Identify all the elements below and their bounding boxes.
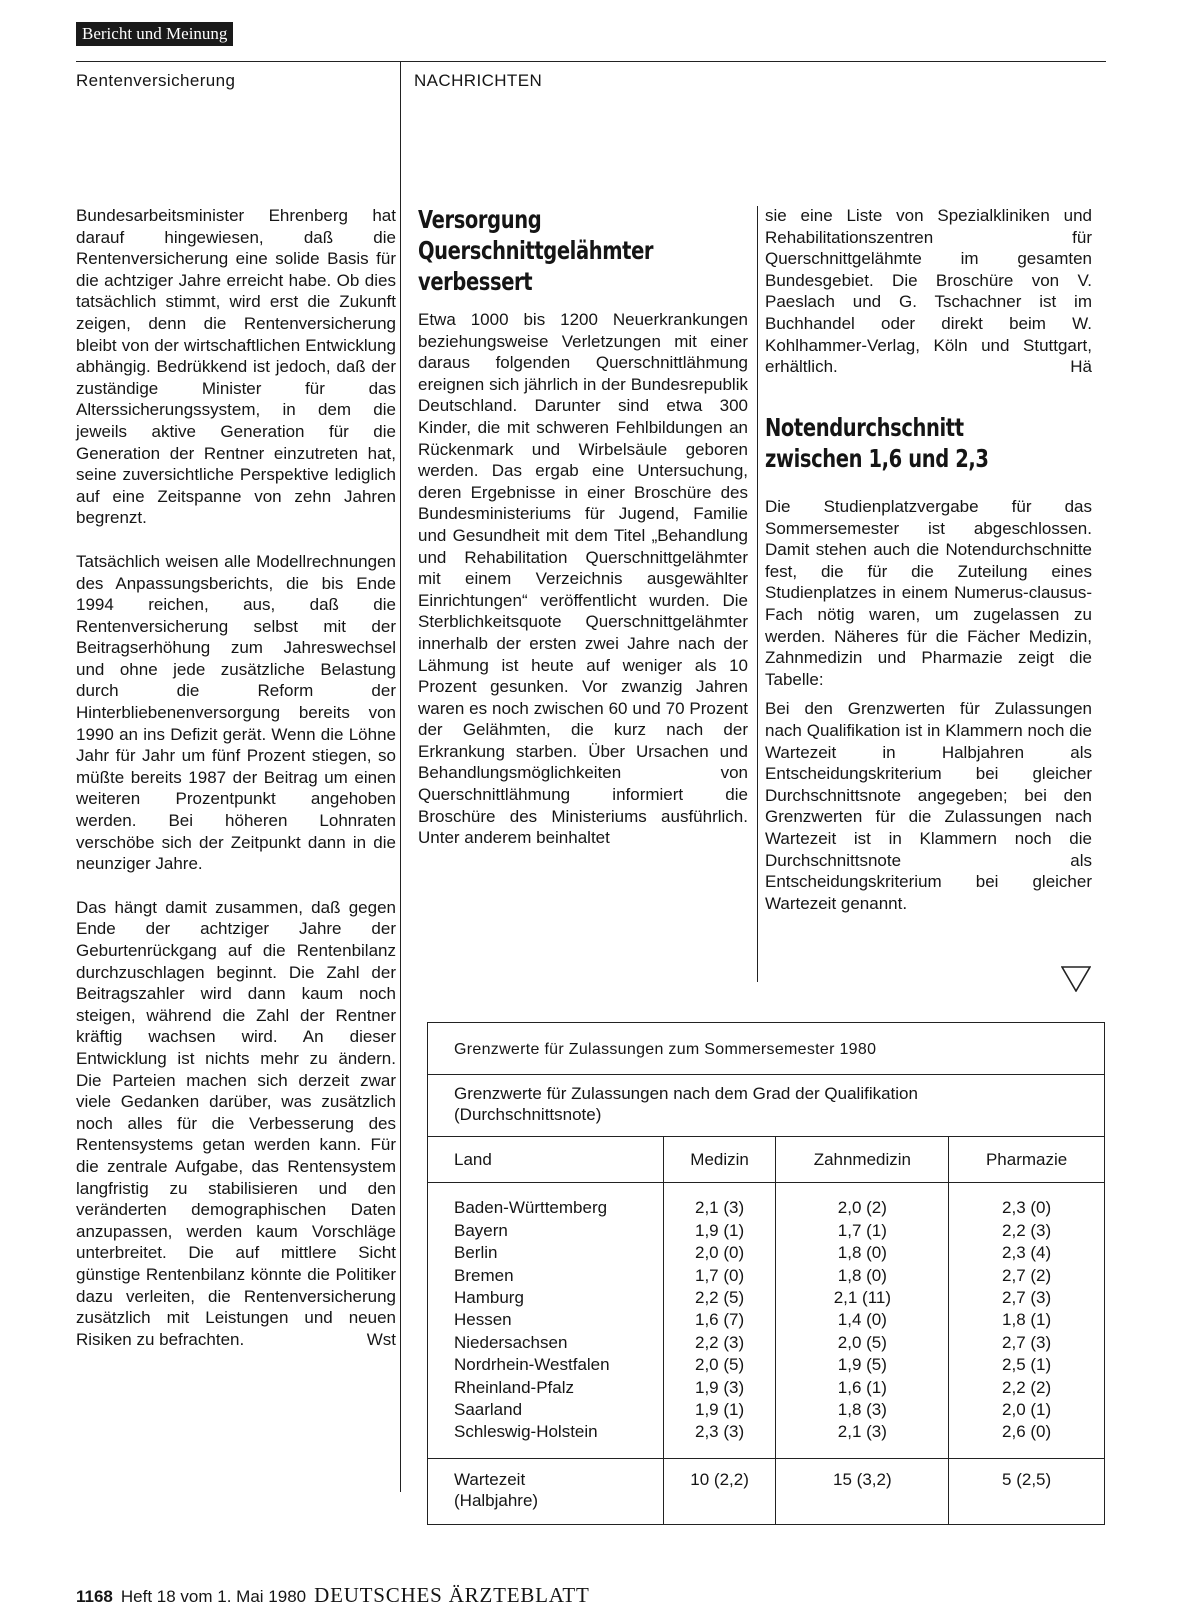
table-cell: Hamburg [454,1287,524,1307]
column-header-land: Land [428,1136,664,1183]
table-cell: 2,3 (4) [1002,1243,1052,1263]
grenzwerte-table [427,1022,1105,1525]
article-versorgung [418,204,748,297]
land-column [428,1183,664,1458]
table-cell: 1,7 (1) [837,1220,887,1240]
table-cell: Berlin [454,1243,498,1263]
table-cell: Nordrhein-Westfalen [454,1355,610,1375]
table-cell: Hessen [454,1310,512,1330]
table-cell: 2,2 (2) [1002,1377,1052,1397]
continuation-triangle-icon [1061,966,1091,992]
table-cell: 1,8 (3) [837,1399,887,1419]
table-cell: Bayern [454,1220,508,1240]
article-notendurchschnitt [765,412,1095,474]
table-title: Grenzwerte für Zulassungen zum Sommersemester 1980 [428,1023,1105,1075]
signature-wst: Wst [366,1329,396,1349]
table-cell: 1,8 (1) [1002,1310,1052,1330]
table-cell: 1,9 (1) [695,1220,745,1240]
wartezeit-label [428,1458,664,1524]
table-cell: 1,9 (1) [695,1399,745,1419]
column-header-medizin: Medizin [663,1136,776,1183]
table-cell: 2,7 (2) [1002,1265,1052,1285]
table-cell: Saarland [454,1399,523,1419]
table-row-wartezeit [428,1458,1105,1524]
table-cell: 2,2 (5) [695,1287,745,1307]
zahnmedizin-column [776,1183,949,1458]
headline-line: verbessert [418,267,533,296]
wartezeit-label-line: (Halbjahre) [454,1491,539,1511]
left-paragraph-3-text: Das hängt damit zusammen, daß gegen Ende der achtziger Jahre der Geburtenrückgang auf die Rentenbilanz durchzuschlagen beginnt. Die Zahl der Beitragszahler wird dann kaum noch steigen, während die Zahl der Rentner kräftig wachsen wird. An dieser Entwicklung ist nichts mehr zu ändern. Die Parteien machen sich derzeit zwar viele Gedanken darüber, was zusätzlich noch alles für die Verbesserung des Rentensystems getan werden kann. Für die zentrale Aufgabe, das Rentensystem langfristig zu stabilisieren und den veränderten demographischen Daten anzupassen, werden kaum Vorschläge unterbreitet. Die auf mittlere Sicht günstige Rentenbilanz könnte die Politiker dazu verleiten, die Rentenversicherung zusätzlich mit Leistungen und neuen Risiken zu befrachten. [76,897,396,1349]
table-cell: Rheinland-Pfalz [454,1377,575,1397]
headline-line: Versorgung [418,205,542,234]
table-subtitle-line: (Durchschnittsnote) [454,1105,602,1125]
wartezeit-medizin: 10 (2,2) [663,1458,776,1524]
column-divider-right [757,206,758,982]
table-cell: 1,7 (0) [695,1265,745,1285]
left-paragraph-3 [76,897,396,1350]
table-cell: 2,2 (3) [695,1332,745,1352]
headline-line: Querschnittgelähmter [418,236,654,265]
table-cell: 1,8 (0) [837,1243,887,1263]
left-paragraph-1: Bundesarbeitsminister Ehrenberg hat darauf hingewiesen, daß die Rentenversicherung eine solide Basis für die achtziger Jahre erreicht habe. Ob dies tatsächlich stimmt, wird erst die Zukunft zeigen, denn die Rentenversicherung bleibt von der wirtschaftlichen Entwicklung abhängig. Bedrükkend ist jedoch, daß der zuständige Minister für das Alterssicherungssystem, in dem die jeweils aktive Generation für die Generation der Rentner einzutreten hat, seine zuversichtliche Perspektive lediglich auf eine Zeitspanne von zehn Jahren begrenzt. [76,206,396,528]
article-versorgung-body: Etwa 1000 bis 1200 Neuerkrankungen beziehungsweise Verletzungen mit einer daraus folgenden Querschnittlähmung ereignen sich jährlich in der Bundesrepublik Deutschland. Darunter sind etwa 300 Kinder, die mit schweren Fehlbildungen an Rückenmark und Wirbelsäule geboren werden. Das ergab eine Untersuchung, deren Ergebnisse in einer Broschüre des Bundesministeriums für Jugend, Familie und Gesundheit mit dem Titel „Behandlung und Rehabilitation Querschnittgelähmter mit einem Verzeichnis ausgewählter Einrichtungen“ veröffentlicht wurden. Die Sterblichkeitsquote Querschnittgelähmter innerhalb der ersten zwei Jahre nach der Lähmung ist heute auf weniger als 10 Prozent gesunken. Vor zwanzig Jahren waren es noch zwischen 60 und 70 Prozent der Gelähmten, die kurz nach der Erkrankung starben. Über Ursachen und Behandlungsmöglichkeiten von Querschnittlähmung informiert die Broschüre des Ministeriums ausführlich. Unter anderem beinhaltet [418,310,748,848]
magazine-name: DEUTSCHES ÄRZTEBLATT [314,1583,590,1607]
article2-paragraph-1: Die Studienplatzvergabe für das Sommersemester ist abgeschlossen. Damit stehen auch die Notendurchschnitte fest, die für die Zuteilung eines Studienplatzes in einem Numerus-clausus-Fach nötig waren, um zugelassen zu werden. Näheres für die Fächer Medizin, Zahnmedizin und Pharmazie zeigt die Tabelle: [765,497,1092,689]
wartezeit-label-line: Wartezeit [454,1469,526,1489]
table-cell: 1,6 (7) [695,1310,745,1330]
continuation-text: sie eine Liste von Spezialkliniken und Rehabilitationszentren für Querschnittgelähmte im gesamten Bundesgebiet. Die Broschüre von V. Paeslach und G. Tschachner ist im Buchhandel oder direkt beim W. Kohlhammer-Verlag, Köln und Stuttgart, erhältlich. [765,206,1092,377]
headline-line: Notendurchschnitt [765,413,964,442]
table-cell: 2,2 (3) [1002,1220,1052,1240]
article-versorgung-continuation [765,205,1092,378]
table-cell: Bremen [454,1265,514,1285]
page-footer [76,1583,590,1609]
left-column [76,205,396,1350]
table-cell: 1,9 (3) [695,1377,745,1397]
column-divider-left [400,62,401,1492]
table-cell: 2,6 (0) [1002,1422,1052,1442]
table-cell: Schleswig-Holstein [454,1422,598,1442]
rubric-nachrichten: NACHRICHTEN [414,71,543,90]
headline-notendurchschnitt [765,412,1022,474]
table-cell: 2,1 (3) [695,1198,745,1218]
table-cell: 2,3 (0) [1002,1198,1052,1218]
pharmazie-column [949,1183,1105,1458]
table-cell: 2,0 (5) [695,1355,745,1375]
table-cell: 2,7 (3) [1002,1287,1052,1307]
wartezeit-zahnmedizin: 15 (3,2) [776,1458,949,1524]
headline-versorgung [418,204,675,297]
table-cell: 2,3 (3) [695,1422,745,1442]
table-subtitle-line: Grenzwerte für Zulassungen nach dem Grad der Qualifikation [454,1083,918,1103]
table-cell: 2,0 (0) [695,1243,745,1263]
column-header-zahnmedizin: Zahnmedizin [776,1136,949,1183]
column-header-pharmazie: Pharmazie [949,1136,1105,1183]
table-cell: Baden-Württemberg [454,1198,608,1218]
table-cell: 1,4 (0) [837,1310,887,1330]
table-cell: Niedersachsen [454,1332,568,1352]
rubric-rentenversicherung: Rentenversicherung [76,71,236,90]
issue-info: Heft 18 vom 1. Mai 1980 [120,1587,307,1606]
wartezeit-pharmazie: 5 (2,5) [949,1458,1105,1524]
table-subtitle [428,1074,1105,1136]
table-cell: 2,0 (1) [1002,1399,1052,1419]
headline-line: zwischen 1,6 und 2,3 [765,444,989,473]
table-cell: 2,1 (11) [833,1287,892,1307]
section-tag: Bericht und Meinung [76,22,233,46]
table-cell: 2,0 (5) [837,1332,887,1352]
medizin-column [663,1183,776,1458]
signature-ha: Hä [1070,357,1092,377]
table-cell: 2,7 (3) [1002,1332,1052,1352]
table-cell: 1,8 (0) [837,1265,887,1285]
table-header-row [428,1136,1105,1183]
page-number: 1168 [76,1587,113,1606]
article2-paragraph-2: Bei den Grenzwerten für Zulassungen nach Qualifikation ist in Klammern noch die Wartezeit in Halbjahren als Entscheidungskriterium bei gleicher Durchschnittsnote angegeben; bei den Grenzwerten für die Zulassungen nach Wartezeit ist in Klammern noch die Durchschnittsnote als Entscheidungskriterium bei gleicher Wartezeit genannt. [765,699,1092,913]
header-rule [76,61,1106,62]
table-cell: 2,0 (2) [837,1198,887,1218]
table-cell: 1,9 (5) [837,1355,887,1375]
table-cell: 2,1 (3) [837,1422,887,1442]
left-paragraph-2: Tatsächlich weisen alle Modellrechnungen des Anpassungsberichts, die bis Ende 1994 reichen, aus, daß die Rentenversicherung selbst mit der Beitragserhöhung zum Jahreswechsel und ohne jede zusätzliche Belastung durch die Reform der Hinterbliebenenversorgung bereits von 1990 an ins Defizit gerät. Wenn die Löhne Jahr für Jahr um fünf Prozent stiegen, so müßte bereits 1987 der Beitrag um einen weiteren Prozentpunkt angehoben werden. Bei höheren Lohnraten verschöbe sich der Zeitpunkt dann in die neunziger Jahre. [76,551,396,874]
table-cell: 2,5 (1) [1002,1355,1052,1375]
article-notendurchschnitt-body [765,496,1092,914]
table-body [428,1183,1105,1458]
table-cell: 1,6 (1) [837,1377,887,1397]
